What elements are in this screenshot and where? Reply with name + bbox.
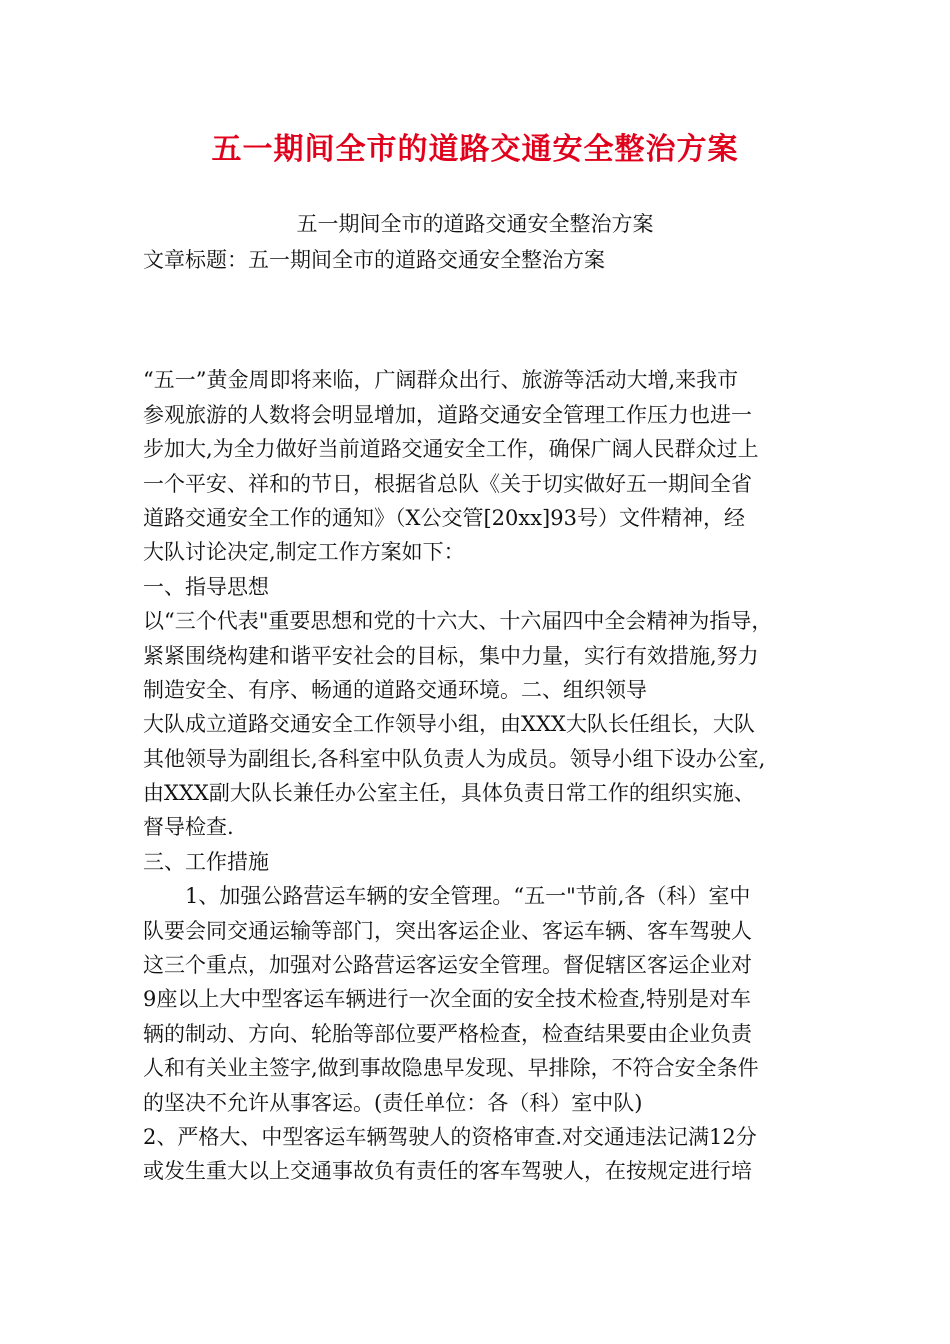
body-line: 2、严格大、中型客运车辆驾驶人的资格审查.对交通违法记满12分 — [143, 1124, 757, 1149]
body-line: 制造安全、有序、畅通的道路交通环境。二、组织领导 — [143, 677, 647, 702]
article-title-line: 文章标题：五一期间全市的道路交通安全整治方案 — [143, 248, 605, 272]
body-line: 督导检查. — [143, 815, 234, 840]
body-line: 的坚决不允许从事客运。(责任单位：各（科）室中队) — [143, 1090, 643, 1115]
body-line: 9座以上大中型客运车辆进行一次全面的安全技术检查,特别是对车 — [143, 987, 752, 1012]
body-line: 参观旅游的人数将会明显增加，道路交通安全管理工作压力也进一 — [143, 402, 752, 427]
body-line: 一个平安、祥和的节日，根据省总队《关于切实做好五一期间全省 — [143, 471, 752, 496]
document-title: 五一期间全市的道路交通安全整治方案 — [211, 132, 739, 167]
paragraph-gap — [143, 277, 813, 363]
body-line: 由XXX副大队长兼任办公室主任，具体负责日常工作的组织实施、 — [143, 781, 755, 806]
body-line: 道路交通安全工作的通知》（X公交管[20xx]93号）文件精神，经 — [143, 505, 745, 530]
body-line: 步加大,为全力做好当前道路交通安全工作，确保广阔人民群众过上 — [143, 437, 759, 462]
section-heading: 三、工作措施 — [143, 849, 269, 874]
body-line: 或发生重大以上交通事故负有责任的客车驾驶人，在按规定进行培 — [143, 1159, 752, 1184]
body-line: 以“三个代表"重要思想和党的十六大、十六届四中全会精神为指导， — [143, 609, 773, 634]
body-line: 其他领导为副组长,各科室中队负责人为成员。领导小组下设办公室, — [143, 746, 766, 771]
body-line: “五一”黄金周即将来临，广阔群众出行、旅游等活动大增,来我市 — [143, 368, 739, 393]
body-line: 1、加强公路营运车辆的安全管理。“五一"节前,各（科）室中 — [185, 884, 751, 909]
section-heading: 一、指导思想 — [143, 574, 269, 599]
body-line: 人和有关业主签字,做到事故隐患早发现、早排除，不符合安全条件 — [143, 1056, 759, 1081]
body-line: 紧紧围绕构建和谐平安社会的目标，集中力量，实行有效措施,努力 — [143, 643, 759, 668]
body-line: 大队讨论决定,制定工作方案如下： — [143, 540, 465, 565]
document-subtitle: 五一期间全市的道路交通安全整治方案 — [296, 212, 654, 236]
document-body — [143, 243, 813, 1189]
body-line: 大队成立道路交通安全工作领导小组，由XXX大队长任组长，大队 — [143, 712, 755, 737]
body-line: 辆的制动、方向、轮胎等部位要严格检查，检查结果要由企业负责 — [143, 1021, 752, 1046]
body-line: 队要会同交通运输等部门，突出客运企业、客运车辆、客车驾驶人 — [143, 918, 752, 943]
body-line: 这三个重点，加强对公路营运客运安全管理。督促辖区客运企业对 — [143, 953, 752, 978]
